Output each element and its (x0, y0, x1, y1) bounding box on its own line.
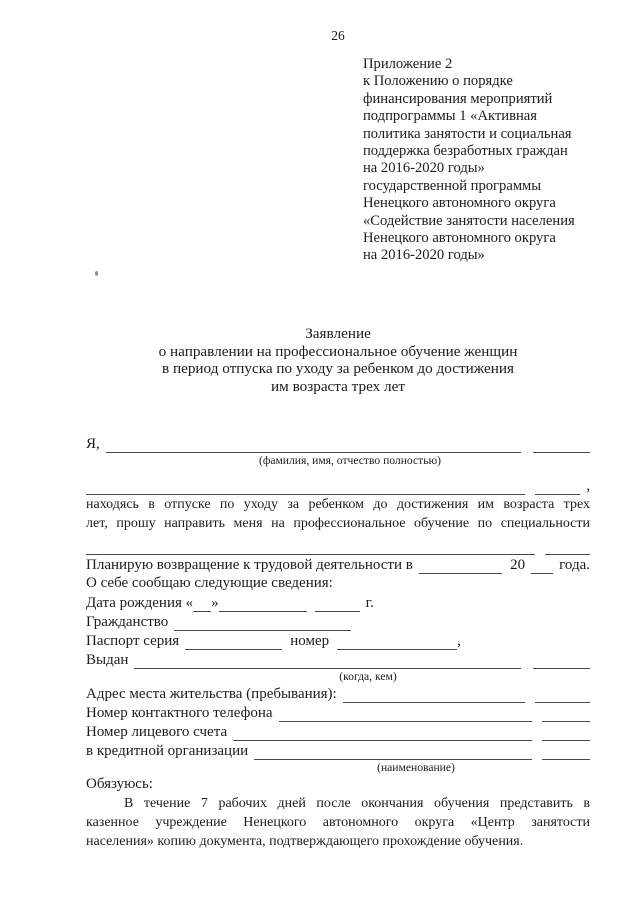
bank-caption: (наименование) (377, 761, 455, 775)
birth-date-label: Дата рождения « (86, 595, 194, 612)
appendix-line: Приложение 2 (363, 56, 453, 72)
passport-series-label: Паспорт серия (86, 633, 180, 650)
spacer (86, 468, 590, 476)
address-blank (343, 688, 525, 703)
title-line: о направлении на профессиональное обучение женщин (158, 342, 518, 360)
birth-quote-close: » (211, 595, 219, 612)
address-blank-short (535, 688, 590, 703)
return-plan-label: Планирую возвращение к трудовой деятельности в (86, 557, 413, 574)
title-line: Заявление (305, 324, 371, 342)
oblige-line: казенное учреждение Ненецкого автономного округа «Центр занятости (86, 815, 590, 831)
oblige-line: В течение 7 рабочих дней после окончания обучения представить в (124, 796, 590, 812)
appendix-block (363, 56, 590, 265)
oblige-line: населения» копию документа, подтверждающего прохождение обучения. (86, 834, 524, 850)
speciality-blank-underline-short (545, 540, 590, 555)
issued-row (86, 650, 590, 669)
phone-label: Номер контактного телефона (86, 705, 273, 722)
application-form (86, 434, 590, 851)
year-suffix: года. (559, 557, 590, 574)
address-label: Адрес места жительства (пребывания): (86, 686, 337, 703)
appendix-line: государственной программы (363, 177, 542, 194)
intro-text-line: находясь в отпуске по уходу за ребенком до достижения им возраста трех (86, 497, 590, 513)
citizenship-blank (174, 616, 351, 631)
passport-row (86, 631, 590, 650)
issued-label: Выдан (86, 652, 129, 669)
passport-comma: , (457, 633, 461, 650)
passport-number-label: номер (290, 633, 330, 650)
page-number: 26 (331, 28, 345, 43)
fio-blank-underline-short (533, 438, 590, 453)
speciality-blank-row (86, 536, 590, 555)
phone-blank (279, 707, 532, 722)
account-label: Номер лицевого счета (86, 724, 228, 741)
appendix-line: Ненецкого автономного округа (363, 195, 556, 212)
return-plan-row (86, 555, 590, 574)
fio-blank-underline (106, 438, 521, 453)
passport-series-blank (185, 635, 282, 650)
appendix-line: на 2016-2020 годы» (363, 247, 485, 264)
about-label: О себе сообщаю следующие сведения: (86, 575, 333, 592)
document-title (86, 325, 590, 396)
appendix-line: Ненецкого автономного округа (363, 230, 556, 247)
year-prefix: 20 (510, 557, 526, 574)
issued-caption: (когда, кем) (339, 670, 397, 684)
fio-continuation-row (86, 476, 590, 495)
birth-month-blank (219, 597, 307, 612)
appendix-line: финансирования мероприятий (363, 90, 553, 107)
issued-blank-short (533, 654, 590, 669)
appendix-line: к Положению о порядке (363, 73, 513, 90)
account-row (86, 722, 590, 741)
birth-year-suffix: г. (365, 595, 374, 612)
citizenship-label: Гражданство (86, 614, 169, 631)
birth-year-blank (315, 597, 360, 612)
appendix-line: «Содействие занятости населения (363, 212, 575, 229)
title-line: им возраста трех лет (271, 378, 405, 396)
account-blank (233, 726, 532, 741)
speciality-blank-underline (86, 540, 535, 555)
appendix-line: на 2016-2020 годы» (363, 160, 485, 177)
fio-row (86, 434, 590, 453)
address-row (86, 684, 590, 703)
trailing-comma: , (586, 478, 590, 495)
phone-row (86, 703, 590, 722)
title-line: в период отпуска по уходу за ребенком до достижения (161, 360, 514, 378)
account-blank-short (542, 726, 590, 741)
fio-caption: (фамилия, имя, отчество полностью) (258, 454, 442, 468)
bank-label: в кредитной организации (86, 743, 249, 760)
i-label: Я, (86, 436, 100, 453)
scan-artifact-speck (95, 271, 98, 276)
bank-blank-short (542, 745, 590, 760)
bank-row (86, 741, 590, 760)
birth-date-row (86, 593, 590, 612)
passport-number-blank (337, 635, 457, 650)
return-month-blank (419, 559, 502, 574)
blank-underline-short (535, 480, 580, 495)
appendix-line: политика занятости и социальная (363, 125, 572, 142)
oblige-paragraph (86, 794, 590, 851)
year-blank (531, 559, 553, 574)
phone-blank-short (542, 707, 590, 722)
appendix-line: подпрограммы 1 «Активная (363, 108, 537, 125)
oblige-label: Обязуюсь: (86, 776, 153, 793)
intro-text-line: лет, прошу направить меня на профессиональное обучение по специальности (86, 516, 590, 532)
birth-day-blank (193, 597, 211, 612)
issued-blank (134, 654, 521, 669)
bank-blank (254, 745, 532, 760)
appendix-line: поддержка безработных граждан (363, 143, 568, 160)
blank-underline (86, 480, 525, 495)
citizenship-row (86, 612, 590, 631)
